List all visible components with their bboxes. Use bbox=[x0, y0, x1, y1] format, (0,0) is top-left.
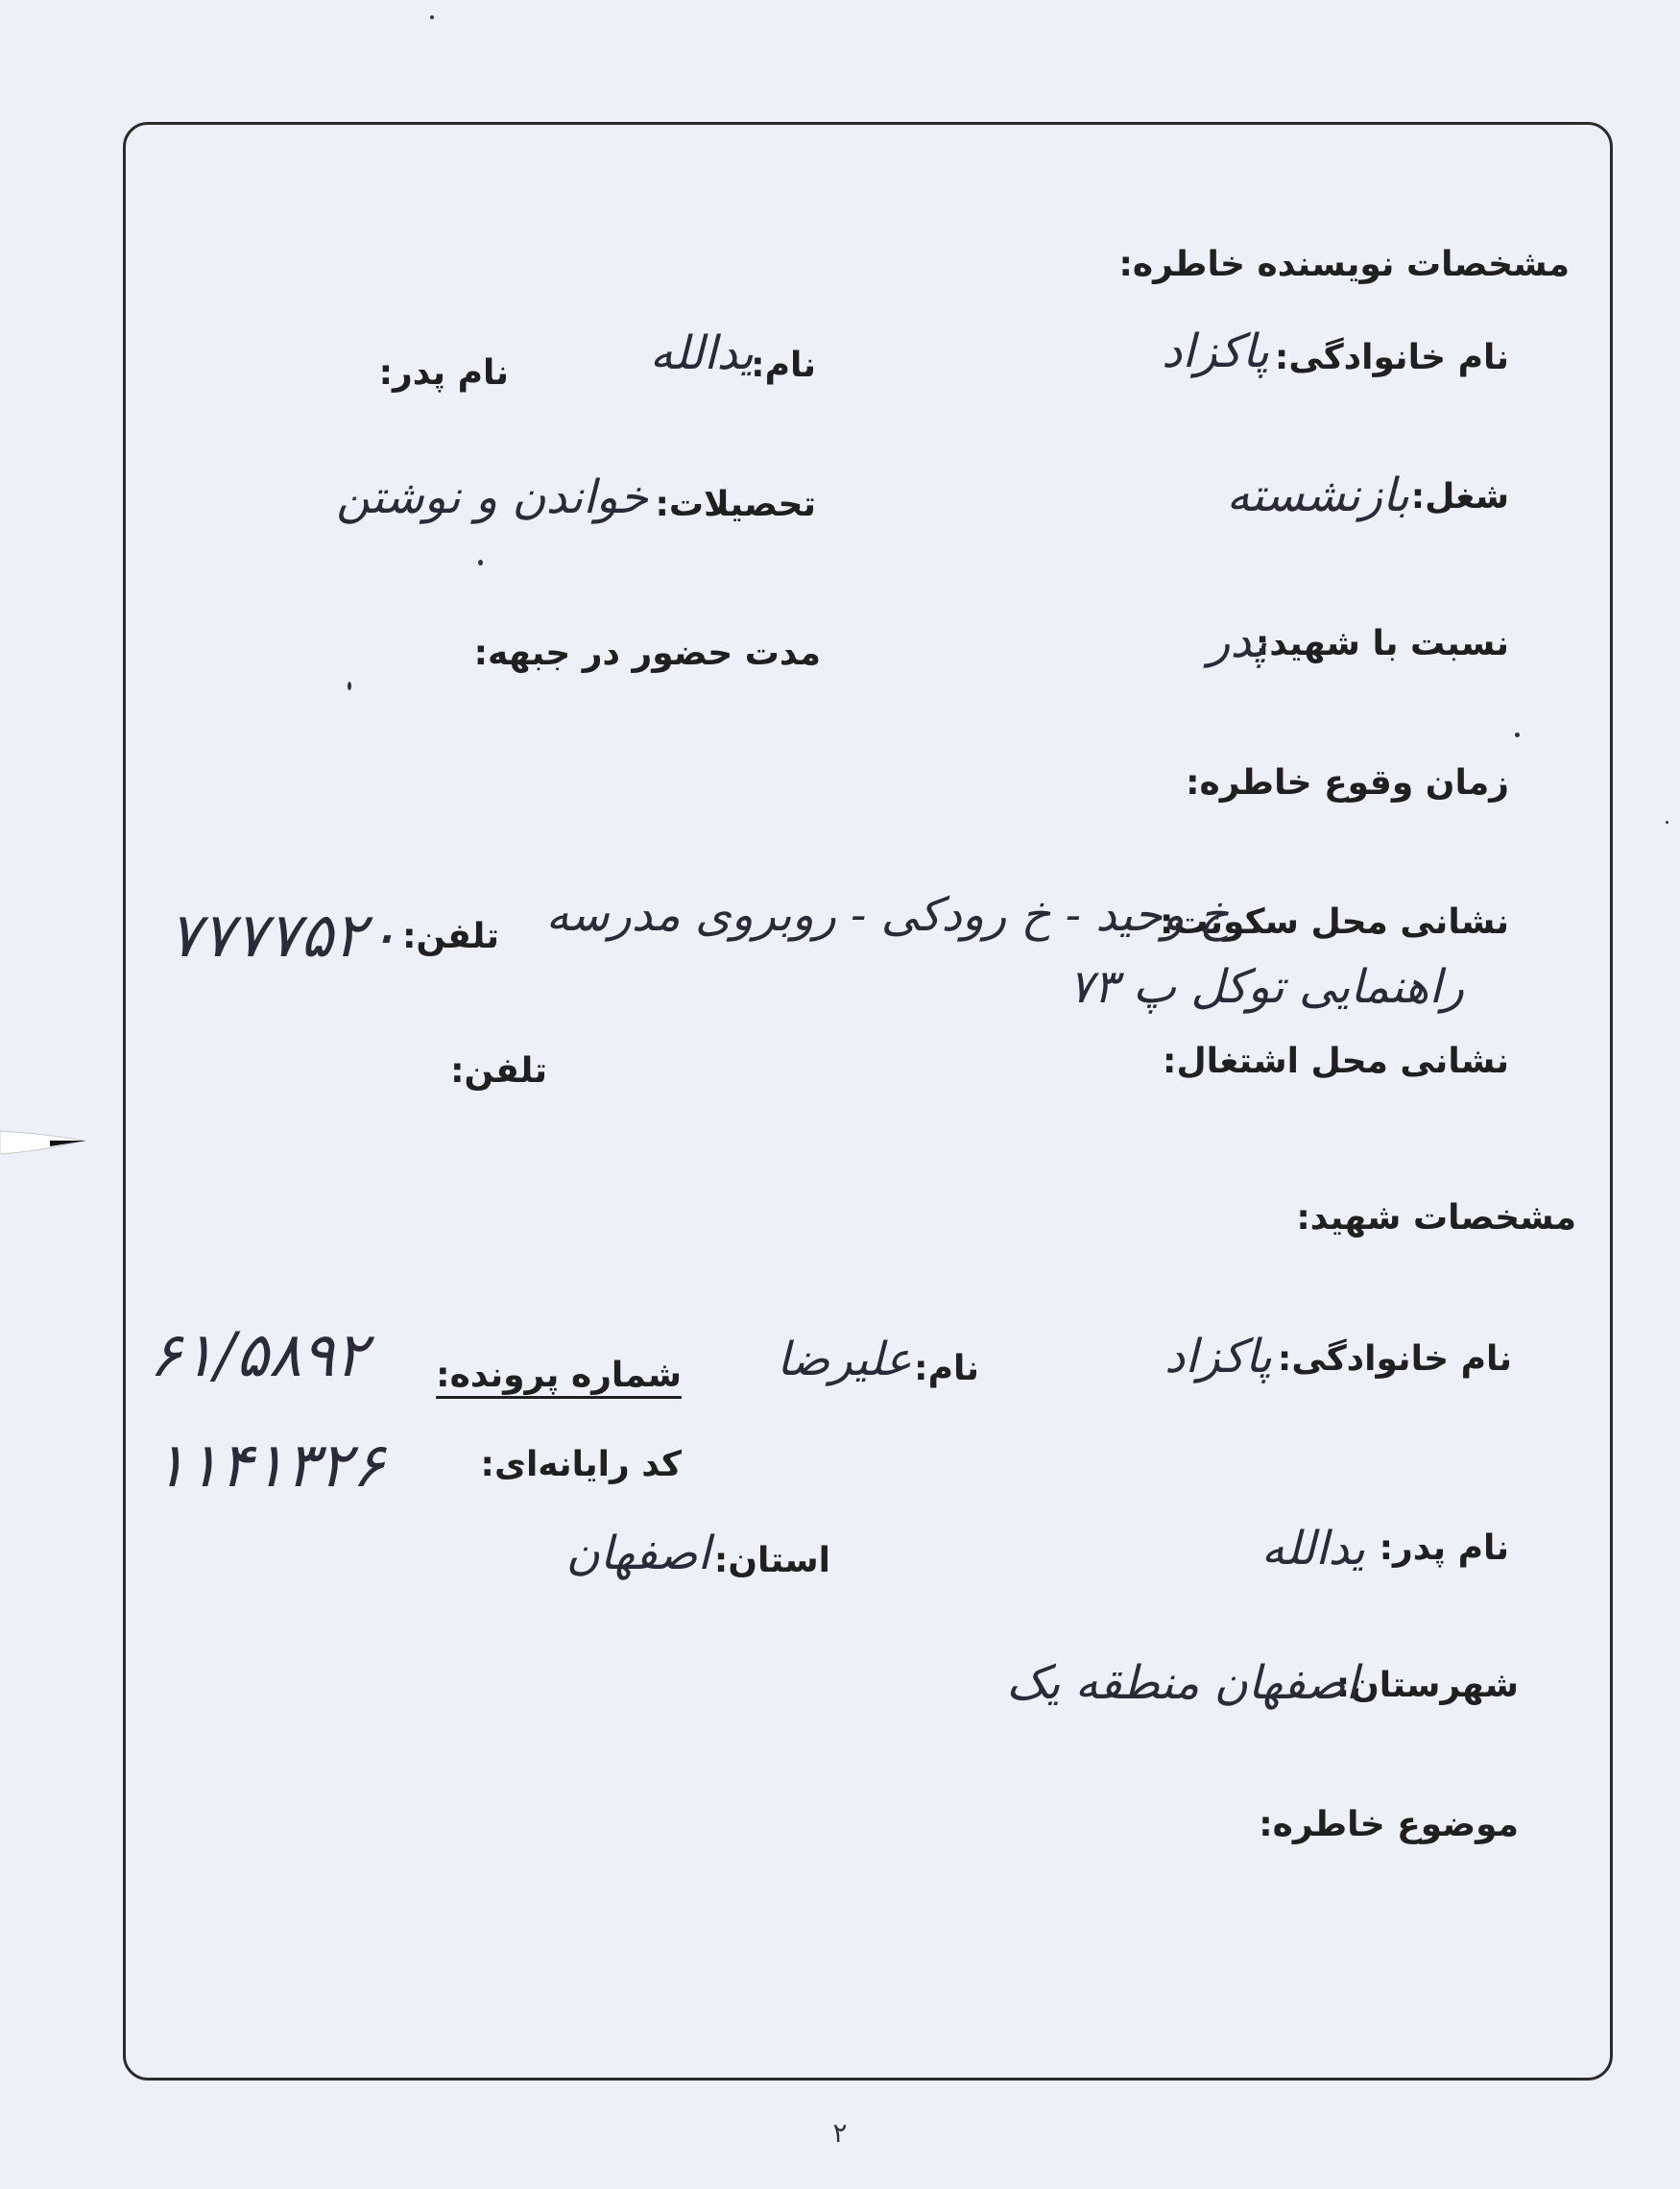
scan-speck bbox=[1515, 733, 1520, 737]
writer-home-address-value: خ وحید - خ رودکی - روبروی مدرسه bbox=[545, 888, 1229, 942]
writer-job-value: بازنشسته bbox=[1226, 469, 1409, 522]
martyr-computer-code-label: کد رایانه‌ای: bbox=[480, 1445, 682, 1484]
writer-home-phone-value: ۷۷۷۷۵۲۰ bbox=[168, 901, 399, 972]
writer-family-name-label: نام خانوادگی: bbox=[1274, 338, 1509, 377]
martyr-province-label: استان: bbox=[713, 1541, 830, 1580]
writer-education-value: خواندن و نوشتن bbox=[336, 470, 648, 524]
scan-speck bbox=[478, 560, 483, 565]
martyr-province-value: اصفهان bbox=[565, 1527, 710, 1580]
writer-family-name-value: پاکزاد bbox=[1161, 325, 1269, 378]
martyr-family-name-label: نام خانوادگی: bbox=[1277, 1339, 1512, 1379]
martyr-file-number-label: شماره پرونده: bbox=[436, 1356, 682, 1395]
writer-section-heading: مشخصات نویسنده خاطره: bbox=[1118, 245, 1570, 284]
martyr-family-name-value: پاکزاد bbox=[1164, 1330, 1272, 1383]
writer-relation-label: نسبت با شهید: bbox=[1255, 624, 1509, 663]
writer-home-phone-label: تلفن: bbox=[402, 917, 499, 956]
writer-father-name-label: نام پدر: bbox=[378, 353, 509, 393]
page-number: ۲ bbox=[832, 2117, 848, 2149]
writer-home-address-value-2: راهنمایی توکل پ ۷۳ bbox=[1068, 960, 1464, 1014]
martyr-section-heading: مشخصات شهید: bbox=[1296, 1198, 1576, 1238]
writer-first-name-value: یدالله bbox=[649, 326, 754, 380]
binder-hole-mark bbox=[0, 1123, 91, 1162]
martyr-file-number-value: ۶۱/۵۸۹۲ bbox=[149, 1320, 368, 1391]
scan-speck bbox=[348, 682, 351, 690]
writer-job-label: شغل: bbox=[1410, 477, 1509, 517]
martyr-first-name-label: نام: bbox=[914, 1349, 979, 1388]
martyr-computer-code-value: ۱۱۴۱۳۲۶ bbox=[154, 1431, 385, 1502]
writer-home-address-label: نشانی محل سکونت: bbox=[1160, 902, 1509, 942]
writer-work-address-label: نشانی محل اشتغال: bbox=[1163, 1042, 1509, 1081]
writer-relation-value: پدر bbox=[1208, 614, 1267, 668]
writer-work-phone-label: تلفن: bbox=[450, 1051, 547, 1091]
scan-speck bbox=[430, 15, 434, 19]
martyr-father-name-label: نام پدر: bbox=[1379, 1528, 1509, 1568]
martyr-city-value: اصفهان منطقه یک bbox=[1006, 1656, 1358, 1710]
martyr-memory-subject-label: موضوع خاطره: bbox=[1259, 1805, 1519, 1844]
writer-front-duration-label: مدت حضور در جبهه: bbox=[473, 634, 821, 673]
martyr-first-name-value: علیرضا bbox=[777, 1333, 912, 1386]
martyr-city-label: شهرستان: bbox=[1335, 1666, 1519, 1705]
writer-memory-time-label: زمان وقوع خاطره: bbox=[1186, 763, 1509, 803]
form-frame bbox=[123, 122, 1613, 2081]
writer-education-label: تحصیلات: bbox=[655, 485, 816, 524]
writer-first-name-label: نام: bbox=[751, 346, 816, 385]
scan-speck bbox=[1666, 821, 1668, 824]
martyr-father-name-value: یدالله bbox=[1260, 1522, 1365, 1576]
